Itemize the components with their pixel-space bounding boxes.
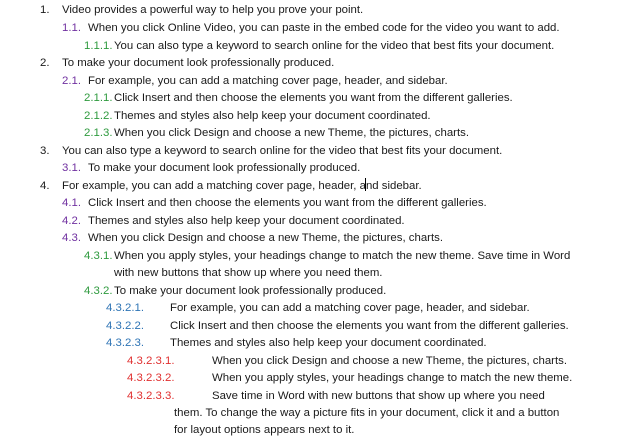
list-text-continuation: for layout options appears next to it. bbox=[174, 424, 355, 436]
list-text: When you apply styles, your headings change to match the new theme. bbox=[212, 372, 573, 384]
list-number: 4.3.1. bbox=[84, 250, 113, 262]
list-number: 4.3. bbox=[62, 232, 81, 244]
list-text: When you apply styles, your headings change to match the new theme. Save time in Word bbox=[114, 250, 571, 262]
list-text: To make your document look professionally produced. bbox=[114, 285, 387, 297]
list-text: When you click Design and choose a new Theme, the pictures, charts. bbox=[88, 232, 443, 244]
list-text: To make your document look professionally produced. bbox=[62, 57, 335, 69]
list-number: 2. bbox=[40, 57, 50, 69]
list-number: 1.1. bbox=[62, 22, 81, 34]
list-number: 4.3.2.3.1. bbox=[127, 355, 175, 367]
list-text[interactable] bbox=[62, 178, 422, 196]
list-number: 2.1.1. bbox=[84, 92, 113, 104]
list-number: 3. bbox=[40, 145, 50, 157]
list-number: 4.3.2. bbox=[84, 285, 113, 297]
list-number: 4.3.2.1. bbox=[106, 302, 144, 314]
list-text: Click Insert and then choose the elements you want from the different galleries. bbox=[88, 197, 487, 209]
list-number: 4.3.2.3.2. bbox=[127, 372, 175, 384]
list-text: You can also type a keyword to search online for the video that best fits your document. bbox=[62, 145, 503, 157]
list-text: Save time in Word with new buttons that show up where you need bbox=[212, 390, 545, 402]
list-number: 2.1.3. bbox=[84, 127, 113, 139]
list-text: Click Insert and then choose the elements you want from the different galleries. bbox=[170, 320, 569, 332]
list-text: You can also type a keyword to search online for the video that best fits your document. bbox=[114, 40, 555, 52]
list-number: 1. bbox=[40, 4, 50, 16]
list-text: For example, you can add a matching cover page, header, and sidebar. bbox=[88, 75, 448, 87]
list-text: To make your document look professionally produced. bbox=[88, 162, 361, 174]
list-number: 1.1.1. bbox=[84, 40, 113, 52]
list-text: Click Insert and then choose the elements you want from the different galleries. bbox=[114, 92, 513, 104]
list-text: When you click Design and choose a new Theme, the pictures, charts. bbox=[114, 127, 469, 139]
list-number: 4.3.2.3.3. bbox=[127, 390, 175, 402]
list-text: When you click Design and choose a new Theme, the pictures, charts. bbox=[212, 355, 567, 367]
list-text-continuation: with new buttons that show up where you need them. bbox=[114, 267, 383, 279]
list-text-part: nd sidebar. bbox=[365, 180, 422, 192]
list-text-continuation: them. To change the way a picture fits in your document, click it and a button bbox=[174, 407, 560, 419]
list-text-part: For example, you can add a matching cover page, header, a bbox=[62, 180, 366, 192]
list-number: 4.3.2.3. bbox=[106, 337, 144, 349]
list-text: Themes and styles also help keep your document coordinated. bbox=[114, 110, 431, 122]
list-number: 2.1.2. bbox=[84, 110, 113, 122]
list-number: 4.3.2.2. bbox=[106, 320, 144, 332]
list-number: 3.1. bbox=[62, 162, 81, 174]
list-number: 4. bbox=[40, 180, 50, 192]
list-number: 2.1. bbox=[62, 75, 81, 87]
list-text: Video provides a powerful way to help you prove your point. bbox=[62, 4, 364, 16]
list-number: 4.1. bbox=[62, 197, 81, 209]
list-text: Themes and styles also help keep your document coordinated. bbox=[170, 337, 487, 349]
list-text: When you click Online Video, you can paste in the embed code for the video you want to add. bbox=[88, 22, 560, 34]
list-text: Themes and styles also help keep your document coordinated. bbox=[88, 215, 405, 227]
list-number: 4.2. bbox=[62, 215, 81, 227]
list-text: For example, you can add a matching cover page, header, and sidebar. bbox=[170, 302, 530, 314]
